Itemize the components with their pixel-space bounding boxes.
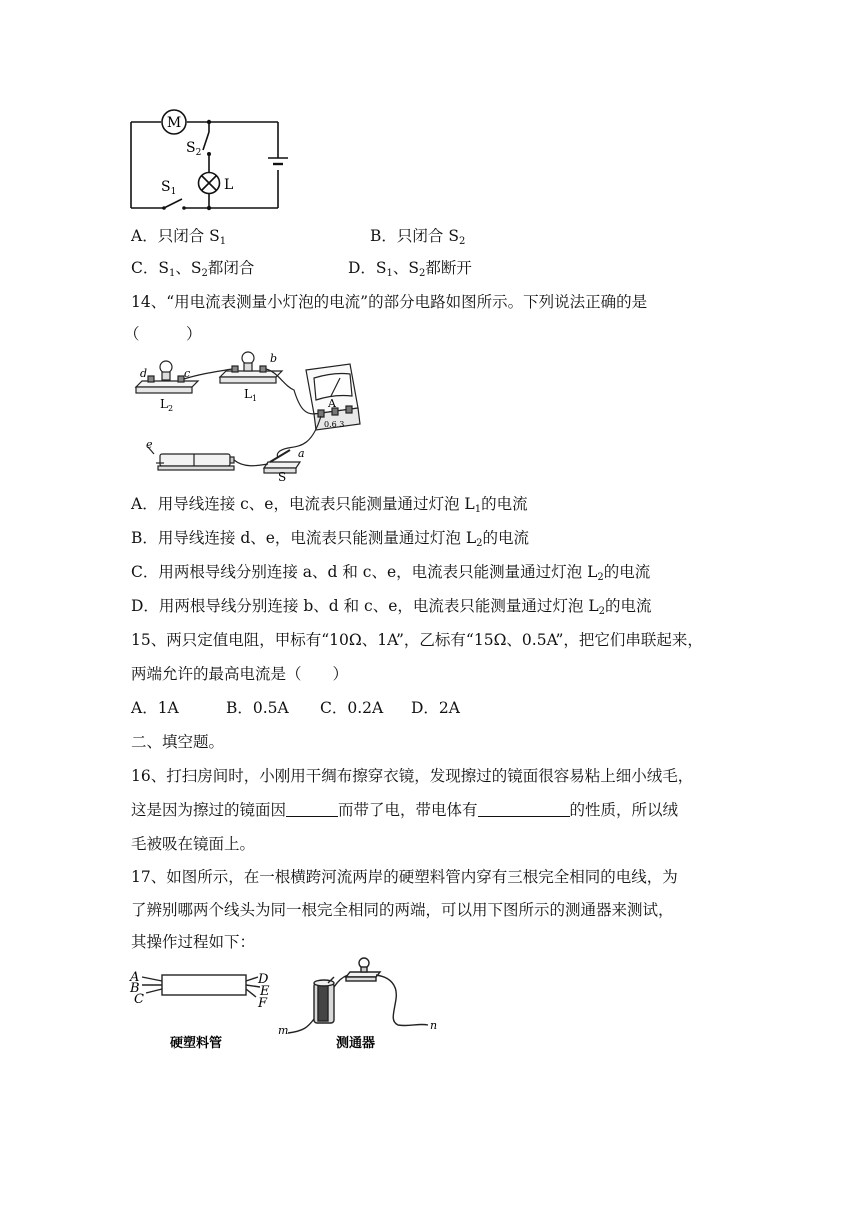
q17-pipe-tester-figure <box>128 955 448 1055</box>
q13-s2-label <box>186 140 201 158</box>
q13-option-b-text: B．只闭合 S <box>370 227 459 245</box>
q14-option-d-suffix: 的电流 <box>605 597 652 615</box>
q17-label-a: A <box>130 970 140 985</box>
q17-line2: 了辨别哪两个线头为同一根完全相同的两端，可以用下图所示的测通器来测试， <box>131 901 674 919</box>
q14-answer-paren: （ ） <box>124 325 202 343</box>
q16-line2-part1: 这是因为擦过的镜面因 <box>131 801 287 819</box>
q17-label-c: C <box>134 992 144 1007</box>
q14-option-d-text: D．用两根导线分别连接 b、d 和 c、e，电流表只能测量通过灯泡 L <box>131 597 599 615</box>
q13-s2-letter: S <box>186 140 196 156</box>
q13-option-a-text: A．只闭合 S <box>131 227 220 245</box>
q13-option-c-mid: 、S <box>175 259 202 277</box>
q14-label-l1 <box>244 387 257 403</box>
q15-option-d[interactable]: D．2A <box>411 699 460 717</box>
q17-line1: 17、如图所示，在一根横跨河流两岸的硬塑料管内穿有三根完全相同的电线，为 <box>131 868 678 886</box>
q17-pipe-caption: 硬塑料管 <box>170 1036 223 1051</box>
q14-circuit-figure <box>128 350 364 482</box>
q13-lamp-label: L <box>224 177 234 193</box>
section-title: 二、填空题。 <box>131 733 225 751</box>
q14-option-c[interactable] <box>131 561 650 589</box>
q16-line2-part2: 而带了电，带电体有 <box>338 801 478 819</box>
q16-blank-2[interactable] <box>478 800 570 817</box>
q13-s1-letter: S <box>161 179 171 195</box>
q14-option-c-text: C．用两根导线分别连接 a、d 和 c、e，电流表只能测量通过灯泡 L <box>131 563 598 581</box>
q14-ammeter-label: A <box>328 397 336 410</box>
q13-option-c-suffix: 都闭合 <box>207 259 255 277</box>
q14-stem: 14、“用电流表测量小灯泡的电流”的部分电路如图所示。下列说法正确的是 <box>131 293 648 311</box>
q14-option-c-suffix: 的电流 <box>603 563 651 581</box>
q15-stem-line2: 两端允许的最高电流是（ ） <box>131 665 349 683</box>
q13-s2-sub: 2 <box>195 148 202 158</box>
q14-option-a-text: A．用导线连接 c、e，电流表只能测量通过灯泡 L <box>131 495 475 513</box>
q13-circuit-figure <box>128 106 288 214</box>
q17-label-n: n <box>430 1019 438 1032</box>
q13-option-d-sub2: 2 <box>419 268 426 279</box>
q13-option-c-prefix: C．S <box>131 259 169 277</box>
q14-label-d: d <box>140 367 148 380</box>
q13-s1-label <box>161 179 176 197</box>
q17-label-f: F <box>258 996 268 1011</box>
q13-option-d-sub1: 1 <box>386 268 393 279</box>
q16-line1: 16、打扫房间时，小刚用干绸布擦穿衣镜，发现擦过的镜面很容易粘上细小绒毛， <box>131 767 694 785</box>
q14-l2-sub: 2 <box>167 404 174 413</box>
q14-option-a-suffix: 的电流 <box>481 495 528 513</box>
q13-option-d-prefix: D．S <box>348 259 387 277</box>
q14-label-e: e <box>146 438 153 451</box>
q14-option-b-text: B．用导线连接 d、e，电流表只能测量通过灯泡 L <box>131 529 477 547</box>
q14-option-b[interactable] <box>131 527 529 555</box>
q15-option-b[interactable]: B．0.5A <box>226 699 289 717</box>
q14-label-c: c <box>184 367 191 380</box>
q14-option-d[interactable] <box>131 595 652 623</box>
q16-line2-part3: 的性质，所以绒 <box>569 801 679 819</box>
q13-s1-sub: 1 <box>170 187 177 197</box>
q16-line3: 毛被吸在镜面上。 <box>131 835 256 853</box>
q17-line3: 其操作过程如下： <box>131 933 256 951</box>
q14-option-c-sub: 2 <box>597 572 604 583</box>
q13-option-a[interactable] <box>131 225 226 253</box>
q14-l1-sub: 1 <box>251 394 258 403</box>
q13-option-a-sub: 1 <box>219 236 227 247</box>
q14-label-l2 <box>160 397 173 413</box>
q14-l2-letter: L <box>160 397 168 411</box>
q13-option-b-sub: 2 <box>458 236 466 247</box>
q14-ammeter-terminals: 0.6 3 <box>324 420 345 429</box>
q14-option-a[interactable] <box>131 493 528 521</box>
q13-option-d-mid: 、S <box>392 259 420 277</box>
q13-option-d-suffix: 都断开 <box>425 259 472 277</box>
q17-tester-caption: 测通器 <box>336 1036 376 1051</box>
q14-l1-letter: L <box>244 387 252 401</box>
q15-option-c[interactable]: C．0.2A <box>320 699 384 717</box>
q13-option-d[interactable] <box>348 257 472 285</box>
q13-option-c-sub2: 2 <box>201 268 208 279</box>
q16-blank-1[interactable] <box>286 800 338 817</box>
q13-option-b[interactable] <box>370 225 465 253</box>
q17-label-m: m <box>278 1024 289 1037</box>
q14-label-b: b <box>270 352 278 365</box>
q13-motor-label: M <box>166 115 182 131</box>
q14-label-a: a <box>298 447 305 460</box>
q17-label-b: B <box>130 981 140 996</box>
q14-option-b-suffix: 的电流 <box>482 529 530 547</box>
q15-stem-line1: 15、两只定值电阻，甲标有“10Ω、1A”，乙标有“15Ω、0.5A”，把它们串联起来， <box>131 631 703 649</box>
q14-label-s: S <box>278 470 287 482</box>
q17-label-d: D <box>258 972 269 987</box>
q15-option-a[interactable]: A．1A <box>131 699 179 717</box>
q16-line2 <box>131 799 678 821</box>
q13-option-c[interactable] <box>131 257 254 285</box>
q17-label-e: E <box>260 984 270 999</box>
q14-option-b-sub: 2 <box>476 538 483 549</box>
q14-option-a-sub: 1 <box>474 504 482 515</box>
q14-option-d-sub: 2 <box>598 606 606 617</box>
q13-option-c-sub1: 1 <box>168 268 176 279</box>
